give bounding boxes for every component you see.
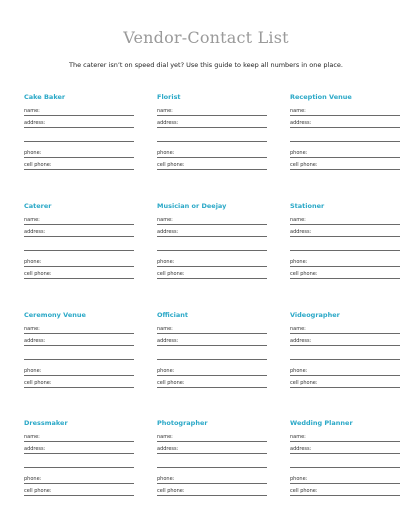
cell-phone-label: cell phone: [290, 380, 318, 386]
address-label: address: [24, 229, 46, 235]
phone-label: phone: [157, 150, 175, 156]
name-field[interactable] [290, 429, 400, 442]
phone-field[interactable] [24, 251, 134, 267]
cell-phone-label: cell phone: [24, 162, 52, 168]
cell-phone-label: cell phone: [157, 162, 185, 168]
cell-phone-label: cell phone: [290, 162, 318, 168]
name-field[interactable] [24, 212, 134, 225]
phone-field[interactable] [157, 360, 267, 376]
address-line-2[interactable] [157, 346, 267, 360]
address-label: address: [157, 120, 179, 126]
cell-phone-field[interactable] [290, 376, 400, 388]
address-field[interactable] [157, 334, 267, 346]
cell-phone-label: cell phone: [24, 488, 52, 494]
phone-label: phone: [290, 150, 308, 156]
name-label: name: [290, 434, 306, 440]
vendor-block-dressmaker [24, 419, 157, 519]
phone-field[interactable] [290, 468, 400, 484]
cell-phone-label: cell phone: [157, 488, 185, 494]
address-line-2[interactable] [290, 237, 400, 251]
phone-field[interactable] [290, 251, 400, 267]
vendor-block-officiant [157, 311, 290, 419]
address-line-2[interactable] [157, 454, 267, 468]
cell-phone-label: cell phone: [24, 380, 52, 386]
address-label: address: [290, 120, 312, 126]
cell-phone-field[interactable] [290, 267, 400, 279]
vendor-name: Photographer [157, 419, 208, 427]
phone-field[interactable] [157, 251, 267, 267]
phone-field[interactable] [24, 360, 134, 376]
phone-label: phone: [24, 150, 42, 156]
cell-phone-field[interactable] [24, 376, 134, 388]
vendor-grid [24, 93, 412, 519]
cell-phone-field[interactable] [290, 158, 400, 170]
address-field[interactable] [290, 225, 400, 237]
vendor-block-photographer [157, 419, 290, 519]
name-field[interactable] [157, 429, 267, 442]
address-line-2[interactable] [157, 128, 267, 142]
name-field[interactable] [24, 321, 134, 334]
name-label: name: [24, 434, 40, 440]
address-label: address: [24, 120, 46, 126]
vendor-block-reception-venue [290, 93, 412, 202]
phone-field[interactable] [290, 142, 400, 158]
name-label: name: [290, 217, 306, 223]
address-label: address: [290, 229, 312, 235]
phone-label: phone: [157, 476, 175, 482]
cell-phone-label: cell phone: [290, 488, 318, 494]
address-label: address: [24, 446, 46, 452]
vendor-name: Officiant [157, 311, 188, 319]
address-field[interactable] [24, 225, 134, 237]
name-label: name: [290, 108, 306, 114]
address-line-2[interactable] [24, 454, 134, 468]
address-line-2[interactable] [24, 128, 134, 142]
name-field[interactable] [290, 103, 400, 116]
cell-phone-label: cell phone: [24, 271, 52, 277]
address-line-2[interactable] [24, 346, 134, 360]
address-line-2[interactable] [290, 128, 400, 142]
cell-phone-field[interactable] [290, 484, 400, 496]
address-label: address: [157, 338, 179, 344]
address-line-2[interactable] [24, 237, 134, 251]
name-label: name: [157, 326, 173, 332]
name-field[interactable] [157, 212, 267, 225]
name-field[interactable] [157, 321, 267, 334]
phone-label: phone: [290, 259, 308, 265]
phone-label: phone: [24, 259, 42, 265]
name-field[interactable] [24, 429, 134, 442]
address-line-2[interactable] [290, 346, 400, 360]
vendor-block-caterer [24, 202, 157, 311]
cell-phone-field[interactable] [24, 267, 134, 279]
phone-label: phone: [24, 368, 42, 374]
vendor-block-musician-or-deejay [157, 202, 290, 311]
cell-phone-label: cell phone: [157, 380, 185, 386]
vendor-name: Dressmaker [24, 419, 68, 427]
phone-field[interactable] [290, 360, 400, 376]
cell-phone-field[interactable] [157, 267, 267, 279]
address-label: address: [290, 446, 312, 452]
address-field[interactable] [290, 334, 400, 346]
vendor-block-florist [157, 93, 290, 202]
phone-field[interactable] [24, 468, 134, 484]
address-line-2[interactable] [290, 454, 400, 468]
vendor-name: Musician or Deejay [157, 202, 227, 210]
phone-label: phone: [290, 368, 308, 374]
name-label: name: [157, 217, 173, 223]
vendor-name: Cake Baker [24, 93, 66, 101]
address-field[interactable] [24, 116, 134, 128]
phone-label: phone: [157, 259, 175, 265]
address-label: address: [24, 338, 46, 344]
vendor-block-ceremony-venue [24, 311, 157, 419]
name-label: name: [157, 434, 173, 440]
name-label: name: [157, 108, 173, 114]
address-field[interactable] [290, 116, 400, 128]
vendor-name: Reception Venue [290, 93, 352, 101]
phone-label: phone: [157, 368, 175, 374]
vendor-block-stationer [290, 202, 412, 311]
cell-phone-field[interactable] [157, 484, 267, 496]
page-title: Vendor-Contact List [123, 28, 289, 47]
name-field[interactable] [157, 103, 267, 116]
name-label: name: [24, 108, 40, 114]
vendor-name: Caterer [24, 202, 52, 210]
address-field[interactable] [24, 334, 134, 346]
phone-field[interactable] [157, 142, 267, 158]
vendor-block-videographer [290, 311, 412, 419]
name-field[interactable] [24, 103, 134, 116]
phone-field[interactable] [157, 468, 267, 484]
vendor-block-wedding-planner [290, 419, 412, 519]
page-subtitle: The caterer isn’t on speed dial yet? Use this guide to keep all numbers in one place. [69, 61, 343, 69]
address-field[interactable] [290, 442, 400, 454]
phone-label: phone: [24, 476, 42, 482]
address-field[interactable] [157, 442, 267, 454]
cell-phone-label: cell phone: [157, 271, 185, 277]
name-label: name: [24, 326, 40, 332]
name-label: name: [24, 217, 40, 223]
address-field[interactable] [157, 116, 267, 128]
address-line-2[interactable] [157, 237, 267, 251]
address-label: address: [157, 229, 179, 235]
cell-phone-label: cell phone: [290, 271, 318, 277]
name-label: name: [290, 326, 306, 332]
phone-field[interactable] [24, 142, 134, 158]
address-label: address: [157, 446, 179, 452]
vendor-name: Florist [157, 93, 181, 101]
name-field[interactable] [290, 212, 400, 225]
cell-phone-field[interactable] [24, 484, 134, 496]
address-field[interactable] [157, 225, 267, 237]
vendor-block-cake-baker [24, 93, 157, 202]
cell-phone-field[interactable] [157, 158, 267, 170]
name-field[interactable] [290, 321, 400, 334]
cell-phone-field[interactable] [157, 376, 267, 388]
cell-phone-field[interactable] [24, 158, 134, 170]
vendor-name: Wedding Planner [290, 419, 353, 427]
vendor-name: Videographer [290, 311, 340, 319]
phone-label: phone: [290, 476, 308, 482]
vendor-name: Stationer [290, 202, 325, 210]
address-label: address: [290, 338, 312, 344]
address-field[interactable] [24, 442, 134, 454]
vendor-name: Ceremony Venue [24, 311, 86, 319]
